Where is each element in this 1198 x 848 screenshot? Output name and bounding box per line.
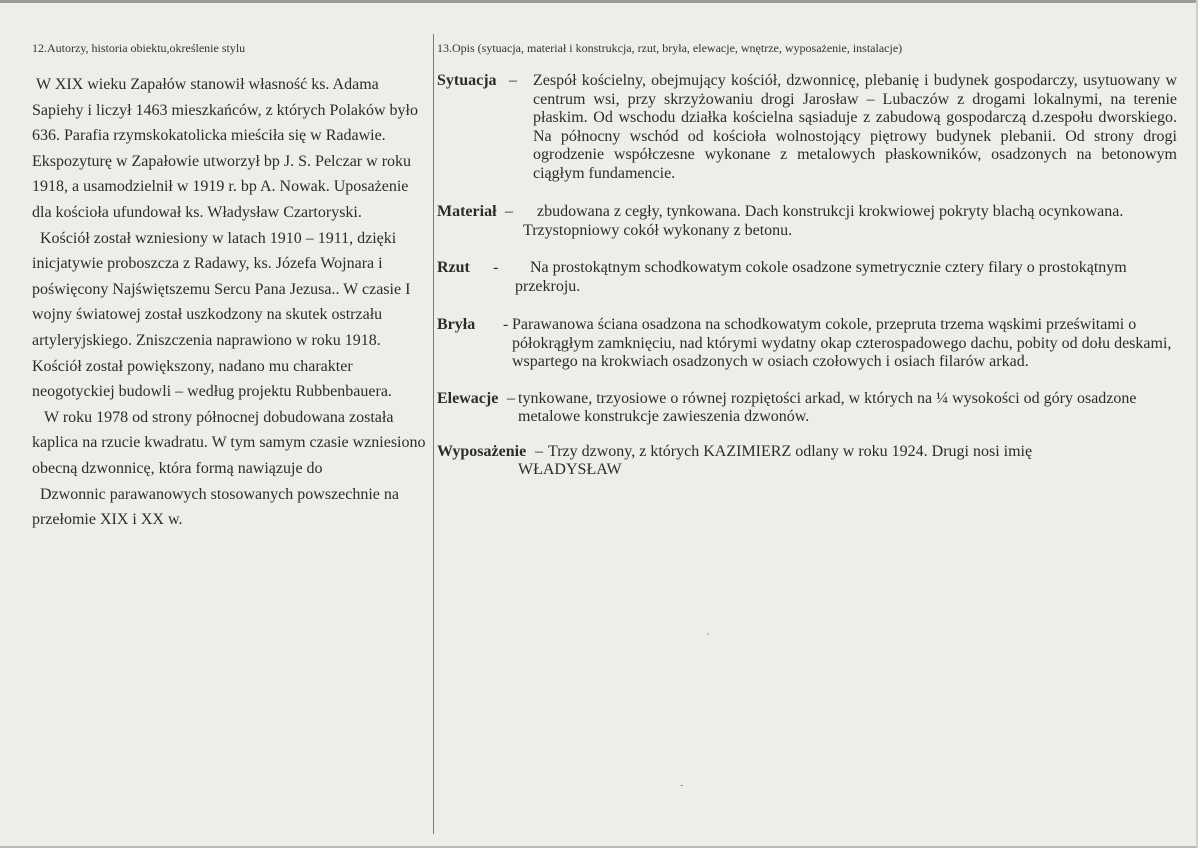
- section-sytuacja: [437, 72, 1177, 183]
- section-bryla: [437, 316, 1177, 372]
- section-wyposazenie: [437, 443, 1177, 480]
- scan-top-edge: [0, 0, 1198, 3]
- section-dash: –: [505, 203, 513, 220]
- section-text: Na prostokątnym schodkowatym cokole osadzone symetrycznie cztery filary o prostokątnym przekroju.: [515, 259, 1127, 295]
- section-label: Materiał: [437, 203, 497, 220]
- history-paragraph-1: W XIX wieku Zapałów stanowił własność ks. Adama Sapiehy i liczył 1463 mieszkańców, z których Polaków było 636. Parafia rzymskokatolicka mieściła się w Radawie. Ekspozyturę w Zapałowie utworzył bp J. S. Pelczar w roku 1918, a usamodzielnił w 1919 r. bp A. Nowak. Uposażenie dla kościoła ufundował ks. Władysław Czartoryski.: [32, 76, 422, 221]
- section-dash: -: [503, 316, 509, 333]
- section-text: zbudowana z cegły, tynkowana. Dach konstrukcji krokwiowej pokryty blachą ocynkowana. Trzystopniowy cokół wykonany z betonu.: [523, 203, 1124, 239]
- section-text: Parawanowa ściana osadzona na schodkowatym cokole, przepruta trzema wąskimi prześwitami o półokrągłym zamknięciu, nad którymi wydatny okap czterospadowego dachu, pobity od dołu deskami, wspartego na krokwiach osadzonych w osiach czołowych i osiach filarów arkad.: [512, 316, 1172, 370]
- section-dash: –: [535, 442, 543, 460]
- scan-speck: -: [680, 780, 684, 791]
- section-dash: –: [509, 72, 517, 89]
- section-text: Zespół kościelny, obejmujący kościół, dzwonnicę, plebanię i budynek gospodarczy, usytuowany w centrum wsi, przy skrzyżowaniu drogi Jarosław – Lubaczów z drogami lokalnymi, na terenie płaskim. Od wschodu działka kościelna sąsiaduje z zabudową gospodarczą d.zespołu dworskiego. Na północny wschód od kościoła wolnostojący piętrowy budynek plebanii. Od strony drogi ogrodzenie współczesne wykonane z metalowych płaskowników, osadzonych na betonowym ciągłym fundamencie.: [533, 72, 1177, 182]
- section-label: Wyposażenie: [437, 442, 527, 460]
- section-dash: -: [493, 259, 499, 276]
- section-rzut: [437, 259, 1177, 296]
- scan-speck: ': [707, 632, 709, 643]
- column-divider: [433, 34, 434, 834]
- history-paragraph-3: W roku 1978 od strony północnej dobudowana została kaplica na rzucie kwadratu. W tym samym czasie wzniesiono obecną dzwonnicę, która formą nawiązuje do: [32, 408, 430, 477]
- section-text: tynkowane, trzyosiowe o równej rozpiętości arkad, w których na ¼ wysokości od góry osadzone metalowe konstrukcje zawieszenia dzwonów.: [518, 389, 1137, 425]
- history-column: [32, 41, 428, 533]
- history-paragraph-2: Kościół został wzniesiony w latach 1910 – 1911, dzięki inicjatywie proboszcza z Radawy, ks. Józefa Wojnara i poświęcony Najświętszemu Sercu Pana Jezusa.. W czasie I wojny światowej został uszkodzony na skutek ostrzału artyleryjskiego. Zniszczenia naprawiono w roku 1918. Kościół został powiększony, nadano mu charakter neogotyckiej budowli – według projektu Rubbenbauera.: [32, 229, 415, 401]
- section-text: Trzy dzwony, z których KAZIMIERZ odlany w roku 1924. Drugi nosi imię WŁADYSŁAW: [518, 442, 1033, 478]
- section-elewacje: [437, 390, 1177, 427]
- section-label: Sytuacja: [437, 72, 497, 89]
- history-paragraph-4: Dzwonnic parawanowych stosowanych powszechnie na przełomie XIX i XX w.: [32, 485, 403, 529]
- section-material: [437, 203, 1177, 240]
- history-header: 12.Autorzy, historia obiektu,określenie stylu: [32, 41, 246, 55]
- history-text: [32, 72, 428, 533]
- section-dash: –: [507, 389, 515, 407]
- description-header: 13.Opis (sytuacja, materiał i konstrukcja, rzut, bryła, elewacje, wnętrze, wyposażenie, instalacje): [437, 41, 903, 55]
- section-label: Bryła: [437, 316, 476, 333]
- section-label: Elewacje: [437, 389, 499, 407]
- description-column: [437, 41, 1177, 480]
- section-label: Rzut: [437, 259, 470, 276]
